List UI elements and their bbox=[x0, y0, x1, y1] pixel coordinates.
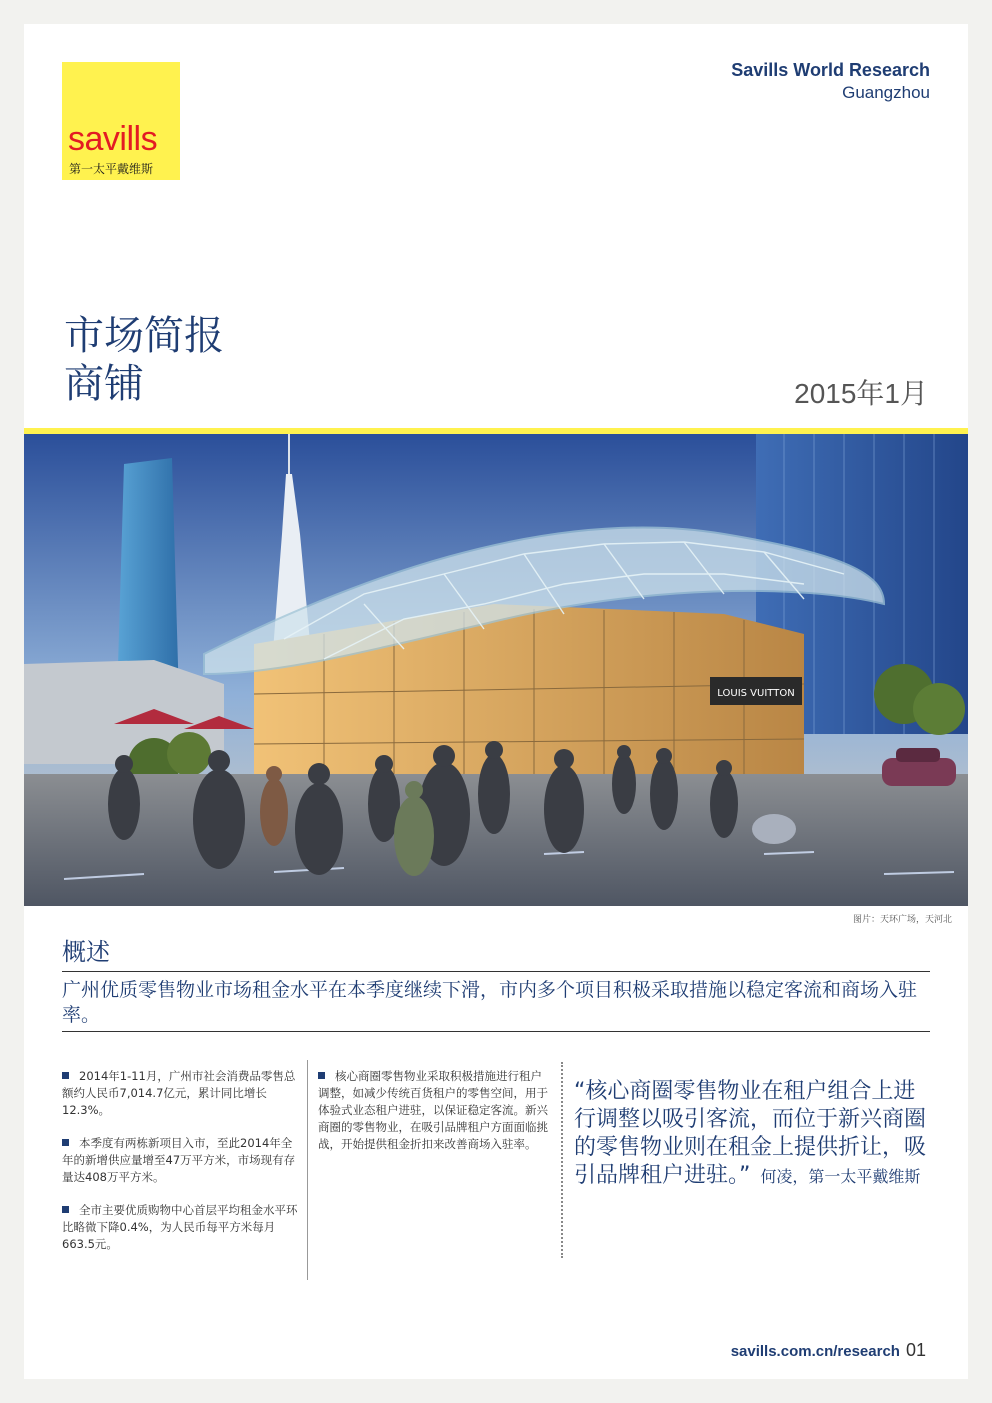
logo-chinese-name: 第一太平戴维斯 bbox=[69, 162, 154, 176]
bullet-column-1 bbox=[62, 1068, 298, 1269]
bullet-icon bbox=[62, 1206, 69, 1213]
bullet-text: 全市主要优质购物中心首层平均租金水平环比略微下降0.4%，为人民币每平方米每月663.5元。 bbox=[62, 1203, 298, 1251]
column-divider bbox=[307, 1060, 308, 1280]
quote-text: “核心商圈零售物业在租户组合上进行调整以吸引客流，而位于新兴商圈的零售物业则在租金上提供折让，吸引品牌租户进驻。” bbox=[574, 1079, 927, 1188]
title-line-2: 商铺 bbox=[64, 361, 144, 407]
brand-city: Guangzhou bbox=[842, 83, 930, 102]
report-date: 2015年1月 bbox=[794, 378, 928, 409]
footer-url-link[interactable]: savills.com.cn/research bbox=[730, 1343, 900, 1360]
logo-wordmark: savills bbox=[68, 120, 158, 158]
report-title bbox=[64, 312, 224, 408]
list-item bbox=[62, 1135, 298, 1186]
bullet-text: 本季度有两栋新项目入市，至此2014年全年的新增供应量增至47万平方米，市场现有存量达408万平方米。 bbox=[62, 1136, 296, 1184]
bullet-column-2 bbox=[318, 1068, 550, 1169]
lead-top-rule bbox=[62, 971, 930, 972]
bullet-text: 2014年1-11月，广州市社会消费品零售总额约人民币7,014.7亿元，累计同比增长12.3%。 bbox=[62, 1069, 296, 1117]
brand-title: Savills World Research bbox=[731, 60, 930, 80]
quote-divider bbox=[561, 1062, 563, 1258]
page-number: 01 bbox=[905, 1340, 926, 1360]
overview-heading: 概述 bbox=[62, 938, 110, 966]
bullet-text: 核心商圈零售物业采取积极措施进行租户调整，如减少传统百货租户的零售空间，用于体验式业态租户进驻，以保证稳定客流。新兴商圈的零售物业，在吸引品牌租户方面面临挑战，开始提供租金折扣来改善商场入驻率。 bbox=[318, 1069, 548, 1151]
image-caption: 图片：天环广场，天河北 bbox=[852, 915, 952, 925]
bullet-icon bbox=[318, 1072, 325, 1079]
pull-quote bbox=[574, 1078, 930, 1191]
title-line-1: 市场简报 bbox=[64, 313, 224, 359]
list-item bbox=[318, 1068, 550, 1153]
hero-image bbox=[24, 434, 968, 906]
page-footer bbox=[731, 1340, 926, 1361]
list-item bbox=[62, 1202, 298, 1253]
overview-lead: 广州优质零售物业市场租金水平在本季度继续下滑，市内多个项目积极采取措施以稳定客流和商场入驻率。 bbox=[62, 979, 918, 1026]
bullet-icon bbox=[62, 1139, 69, 1146]
lead-bottom-rule bbox=[62, 1031, 930, 1032]
brand-header bbox=[731, 60, 930, 103]
list-item bbox=[62, 1068, 298, 1119]
bullet-icon bbox=[62, 1072, 69, 1079]
quote-attribution: 何凌，第一太平戴维斯 bbox=[760, 1167, 921, 1186]
store-sign-text: LOUIS VUITTON bbox=[717, 688, 795, 699]
savills-logo[interactable] bbox=[62, 62, 180, 180]
